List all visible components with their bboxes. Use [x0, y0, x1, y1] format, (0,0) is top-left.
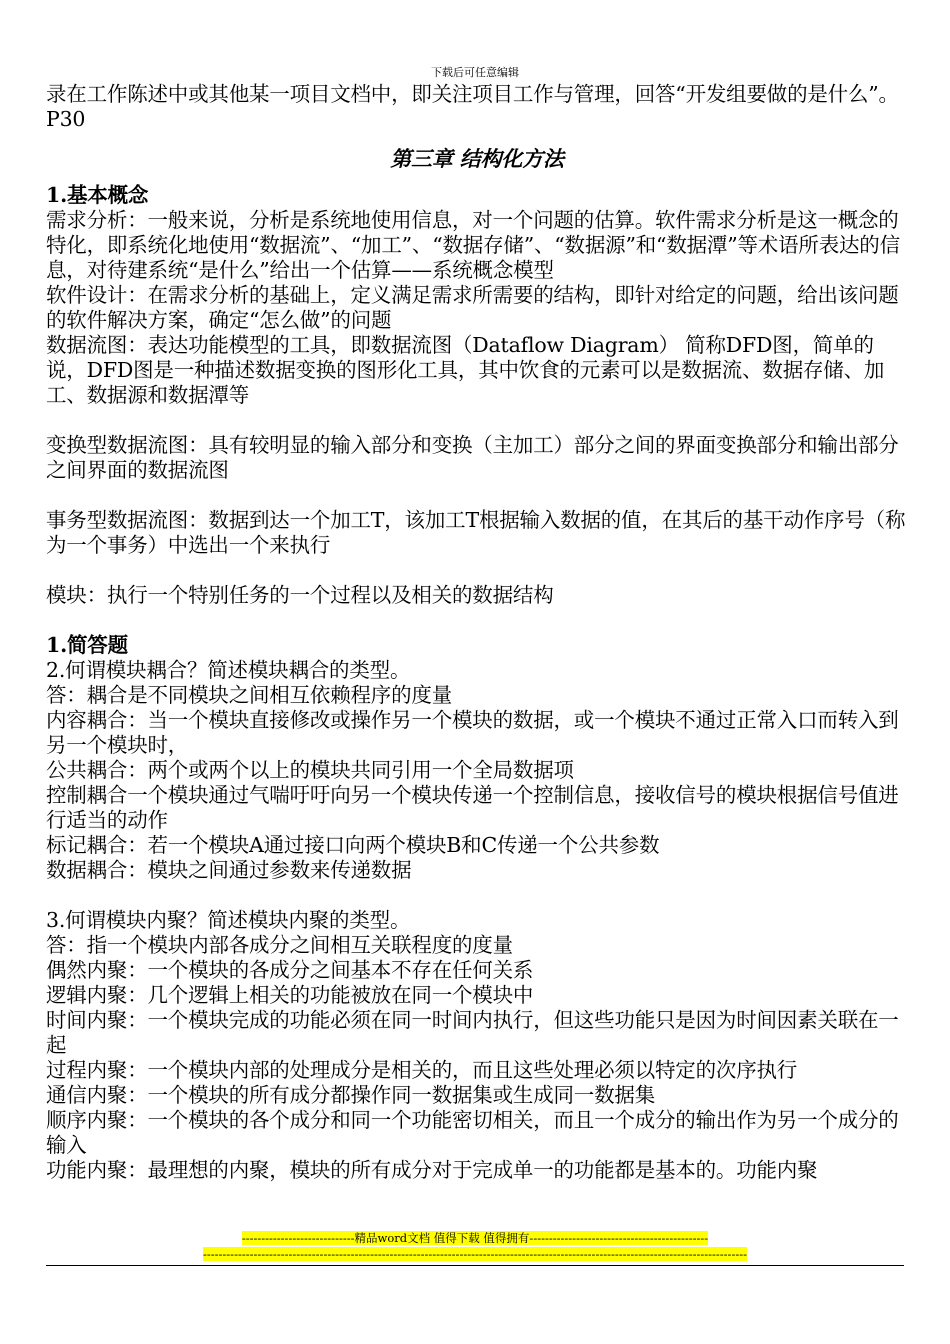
- intro-paragraph: 录在工作陈述中或其他某一项目文档中，即关注项目工作与管理，回答“开发组要做的是什么”。P30: [46, 82, 899, 131]
- answer-line: 公共耦合：两个或两个以上的模块共同引用一个全局数据项: [46, 758, 574, 782]
- chapter-title: 第三章 结构化方法: [390, 146, 564, 171]
- answer-line: 功能内聚：最理想的内聚，模块的所有成分对于完成单一的功能都是基本的。功能内聚: [46, 1158, 818, 1182]
- definition-transform-dfd: 变换型数据流图：具有较明显的输入部分和变换（主加工）部分之间的界面变换部分和输出部分之间界面的数据流图: [46, 433, 899, 482]
- paragraph-gap: [46, 558, 908, 583]
- paragraph-gap: [46, 608, 908, 633]
- paragraph-gap: [46, 483, 908, 508]
- question-coupling: 2.何谓模块耦合？简述模块耦合的类型。: [46, 658, 411, 682]
- question-cohesion: 3.何谓模块内聚？简述模块内聚的类型。: [46, 908, 411, 932]
- answer-line: 通信内聚：一个模块的所有成分都操作同一数据集或生成同一数据集: [46, 1083, 655, 1107]
- answer-line: 偶然内聚：一个模块的各成分之间基本不存在任何关系: [46, 958, 534, 982]
- answer-line: 答：指一个模块内部各成分之间相互关联程度的度量: [46, 933, 513, 957]
- definition-requirements-analysis: 需求分析：一般来说，分析是系统地使用信息，对一个问题的估算。软件需求分析是这一概念的特化，即系统化地使用“数据流”、“加工”、“数据存储”、“数据源”和“数据潭”等术语所表达的信息，对待建系统“是什么”给出一个估算——系统概念模型: [46, 208, 900, 282]
- footer-divider: [46, 1265, 904, 1266]
- document-body: [46, 82, 908, 1183]
- answer-line: 过程内聚：一个模块内部的处理成分是相关的，而且这些处理必须以特定的次序执行: [46, 1058, 798, 1082]
- footer-banner: [0, 1230, 950, 1262]
- section-heading-basic-concepts: 1.基本概念: [46, 183, 149, 207]
- header-note: 下载后可任意编辑: [431, 66, 519, 79]
- definition-module: 模块：执行一个特别任务的一个过程以及相关的数据结构: [46, 583, 554, 607]
- definition-software-design: 软件设计：在需求分析的基础上，定义满足需求所需要的结构，即针对给定的问题，给出该问题的软件解决方案，确定“怎么做”的问题: [46, 283, 899, 332]
- answer-line: 逻辑内聚：几个逻辑上相关的功能被放在同一个模块中: [46, 983, 534, 1007]
- definition-transaction-dfd: 事务型数据流图：数据到达一个加工T，该加工T根据输入数据的值，在其后的基干动作序号（称为一个事务）中选出一个来执行: [46, 508, 906, 557]
- answer-line: 标记耦合：若一个模块A通过接口向两个模块B和C传递一个公共参数: [46, 833, 660, 857]
- section-heading-short-answers: 1.简答题: [46, 633, 128, 657]
- footer-line-1: -----------------------------精品word文档 值得下载 值得拥有----------------------------------------------: [241, 1231, 709, 1245]
- definition-dataflow-diagram: 数据流图：表达功能模型的工具，即数据流图（Dataflow Diagram） 简称DFD图，简单的说，DFD图是一种描述数据变换的图形化工具，其中饮食的元素可以是数据流、数据存储、加工、数据源和数据潭等: [46, 333, 885, 407]
- answer-line: 内容耦合：当一个模块直接修改或操作另一个模块的数据，或一个模块不通过正常入口而转入到另一个模块时，: [46, 708, 899, 757]
- paragraph-gap: [46, 883, 908, 908]
- answer-line: 时间内聚：一个模块完成的功能必须在同一时间内执行，但这些功能只是因为时间因素关联在一起: [46, 1008, 899, 1057]
- answer-line: 控制耦合一个模块通过气喘吁吁向另一个模块传递一个控制信息，接收信号的模块根据信号值进行适当的动作: [46, 783, 899, 832]
- answer-line: 顺序内聚：一个模块的各个成分和同一个功能密切相关，而且一个成分的输出作为另一个成分的输入: [46, 1108, 899, 1157]
- footer-line-2: --------------------------------------------------------------------------------------------------------------------------------------------: [202, 1247, 747, 1261]
- answer-line: 数据耦合：模块之间通过参数来传递数据: [46, 858, 412, 882]
- answer-line: 答：耦合是不同模块之间相互依赖程序的度量: [46, 683, 452, 707]
- paragraph-gap: [46, 408, 908, 433]
